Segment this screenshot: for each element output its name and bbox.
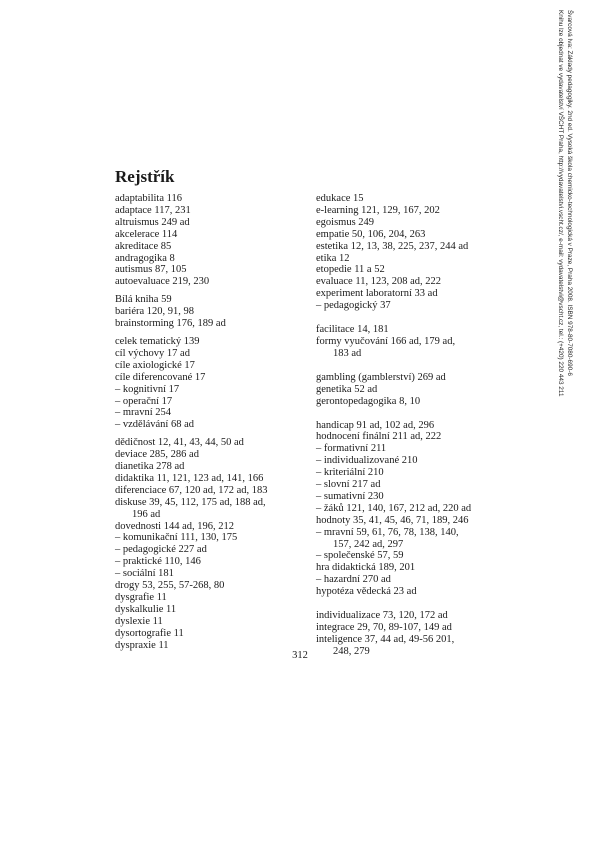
index-subentry: – hazardní 270 ad	[316, 574, 391, 586]
index-column-right	[316, 193, 516, 658]
index-entry: diskuse 39, 45, 112, 175 ad, 188 ad,	[115, 496, 266, 508]
index-subentry: – komunikační 111, 130, 175	[115, 532, 238, 544]
index-entry: dyslexie 11	[115, 615, 163, 627]
index-entry: integrace 29, 70, 89-107, 149 ad	[316, 622, 452, 633]
index-entry: andragogika 8	[115, 252, 175, 264]
index-entry: empatie 50, 106, 204, 263	[316, 228, 426, 240]
index-subentry: – kriteriální 210	[316, 467, 384, 479]
index-subentry: – sociální 181	[115, 568, 174, 580]
index-entry: genetika 52 ad	[316, 383, 378, 395]
index-entry: brainstorming 176, 189 ad	[115, 318, 226, 330]
index-entry: hypotéza vědecká 23 ad	[316, 586, 417, 598]
index-entry: e-learning 121, 129, 167, 202	[316, 204, 440, 216]
index-entry: akreditace 85	[115, 240, 172, 252]
index-subentry: – kognitivní 17	[115, 383, 180, 395]
index-entry: adaptace 117, 231	[115, 204, 191, 216]
index-entry: hra didaktická 189, 201	[316, 562, 416, 574]
index-subentry: – operační 17	[115, 395, 173, 407]
index-entry: bariéra 120, 91, 98	[115, 306, 195, 318]
index-entry: drogy 53, 255, 57-268, 80	[115, 580, 225, 592]
index-entry: dyspraxie 11	[115, 639, 169, 651]
index-gap	[316, 598, 516, 610]
index-subentry: – pedagogický 37	[316, 300, 391, 312]
index-entry: handicap 91 ad, 102 ad, 296	[316, 419, 435, 431]
side-note-line-2: Knihu lze objednat ve vydavatelství VŠCHT Praha, http://vydavatelstvi.vscht.cz/, e-mail: vydavatelstvi@vscht.cz, tel.: (+420) 220 443 211	[557, 10, 564, 397]
index-entry: cíle axiologické 17	[115, 359, 195, 371]
index-entry: egoismus 249	[316, 216, 375, 228]
index-entry: autoevaluace 219, 230	[115, 276, 210, 288]
index-gap	[316, 312, 516, 324]
index-subentry: – mravní 59, 61, 76, 78, 138, 140,	[316, 526, 459, 538]
index-subentry: – společenské 57, 59	[316, 550, 404, 562]
index-entry: deviace 285, 286 ad	[115, 449, 199, 461]
index-subentry: – mravní 254	[115, 407, 171, 419]
side-note-text	[556, 10, 574, 397]
index-subentry: – praktické 110, 146	[115, 556, 201, 568]
index-subentry: – pedagogické 227 ad	[115, 544, 207, 556]
index-entry: etopedie 11 a 52	[316, 264, 385, 276]
index-entry: cíle diferencované 17	[115, 371, 206, 383]
index-entry: inteligence 37, 44 ad, 49-56 201,	[316, 633, 455, 645]
index-entry: celek tematický 139	[115, 335, 200, 347]
index-entry: cíl výchovy 17 ad	[115, 347, 190, 359]
index-entry: evaluace 11, 123, 208 ad, 222	[316, 276, 441, 288]
index-subentry: – vzdělávání 68 ad	[115, 419, 195, 431]
index-entry: individualizace 73, 120, 172 ad	[316, 610, 448, 622]
index-entry: gerontopedagogika 8, 10	[316, 395, 421, 407]
index-entry: gambling (gamblerství) 269 ad	[316, 371, 446, 383]
page-title: Rejstřík	[115, 167, 175, 186]
index-entry: dyskalkulie 11	[115, 603, 177, 615]
side-note-line-1: Švarcová Iva: Základy pedagogiky. 2nd ed. Vysoká škola chemicko-technologická v Praze, Praha 2008. ISBN 978-80-7080-690-6	[566, 10, 573, 376]
index-gap	[316, 408, 516, 420]
index-entry: dědičnost 12, 41, 43, 44, 50 ad	[115, 437, 244, 449]
index-entry: akcelerace 114	[115, 228, 178, 240]
index-entry: autismus 87, 105	[115, 264, 187, 276]
index-entry: dysgrafie 11	[115, 592, 167, 603]
index-entry-continuation: 183 ad	[333, 347, 362, 359]
index-entry: experiment laboratorní 33 ad	[316, 288, 438, 300]
index-entry: altruismus 249 ad	[115, 216, 190, 228]
index-entry-continuation: 248, 279	[333, 645, 370, 657]
index-subentry: – formativní 211	[316, 443, 387, 455]
index-entry: hodnoty 35, 41, 45, 46, 71, 189, 246	[316, 514, 469, 526]
index-entry: estetika 12, 13, 38, 225, 237, 244 ad	[316, 240, 469, 252]
index-entry: etika 12	[316, 252, 350, 264]
index-subentry: – sumativní 230	[316, 490, 384, 502]
index-gap	[316, 360, 516, 372]
index-column-left	[115, 193, 305, 652]
index-entry: facilitace 14, 181	[316, 324, 389, 336]
index-entry-continuation: 196 ad	[132, 508, 161, 520]
index-entry: dovednosti 144 ad, 196, 212	[115, 520, 234, 532]
index-subentry: – individualizované 210	[316, 455, 418, 467]
index-entry: didaktika 11, 121, 123 ad, 141, 166	[115, 472, 264, 484]
index-entry: Bílá kniha 59	[115, 294, 172, 306]
page-number: 312	[292, 650, 308, 661]
index-entry: adaptabilita 116	[115, 193, 182, 204]
index-entry: dianetika 278 ad	[115, 461, 185, 473]
index-entry: dysortografie 11	[115, 627, 184, 639]
index-entry: edukace 15	[316, 193, 364, 204]
index-subentry: – žáků 121, 140, 167, 212 ad, 220 ad	[316, 502, 472, 514]
index-entry: formy vyučování 166 ad, 179 ad,	[316, 335, 456, 347]
index-entry-continuation: 157, 242 ad, 297	[333, 538, 404, 550]
index-entry: hodnocení finální 211 ad, 222	[316, 431, 442, 443]
index-subentry: – slovní 217 ad	[316, 479, 381, 491]
index-entry: diferenciace 67, 120 ad, 172 ad, 183	[115, 484, 268, 496]
